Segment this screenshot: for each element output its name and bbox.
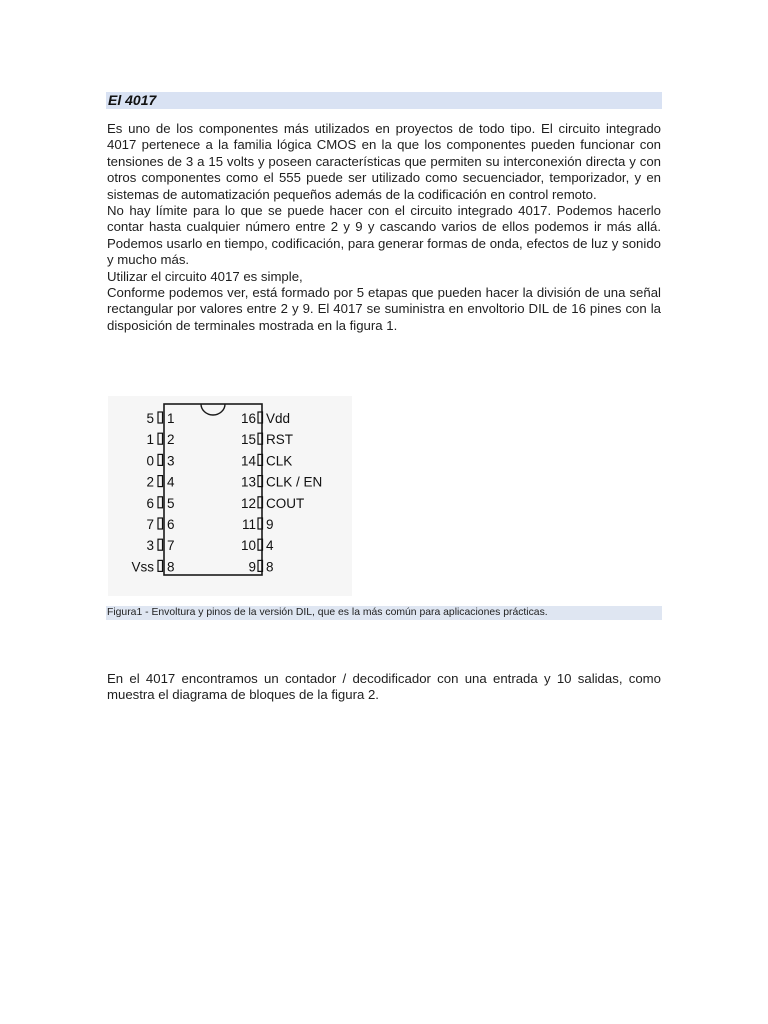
pin-label-left: 1 (146, 432, 154, 448)
pin-lead-left (158, 476, 163, 487)
pin-label-right: CLK / EN (266, 474, 323, 490)
pin-number-right: 14 (240, 453, 256, 469)
pin-number-left: 5 (167, 495, 175, 511)
section-heading: El 4017 (108, 92, 157, 108)
pin-label-right: CLK (266, 453, 293, 469)
heading-highlight (106, 92, 662, 109)
chip-pinout-diagram (108, 396, 352, 596)
pin-lead-left (158, 539, 163, 550)
pin-number-left: 8 (167, 559, 175, 575)
pin-number-right: 10 (240, 538, 256, 554)
pin-lead-left (158, 412, 163, 423)
intro-text (107, 121, 661, 334)
pin-number-right: 9 (248, 559, 256, 575)
paragraph: Es uno de los componentes más utilizados en proyectos de todo tipo. El circuito integrado 4017 pertenece a la familia lógica CMOS en la que los componentes pueden funcionar con tensiones de 3 a 15 volts y poseen características que permiten su interconexión directa y con otros componentes como el 555 puede ser utilizado como secuenciador, temporizador, y en sistemas de automatización pequeños además de la codificación en control remoto. (107, 121, 661, 202)
pin-number-left: 1 (167, 411, 175, 426)
pin-number-left: 7 (167, 538, 175, 554)
pin-number-left: 2 (167, 432, 175, 448)
pin-lead-left (158, 560, 163, 571)
dil-pinout-figure (108, 396, 352, 596)
pin-lead-left (158, 454, 163, 465)
pin-label-right: RST (266, 432, 293, 448)
pin-lead-left (158, 433, 163, 444)
pin-number-right: 13 (240, 474, 256, 490)
pin-label-right: 4 (266, 538, 274, 554)
pin-number-left: 3 (167, 453, 175, 469)
pin-label-right: 9 (266, 517, 274, 532)
paragraph: Conforme podemos ver, está formado por 5 etapas que pueden hacer la división de una señal rectangular por valores entre 2 y 9. El 4017 se suministra en envoltorio DIL de 16 pines con la disposición de terminales mostrada en la figura 1. (107, 285, 661, 333)
pin-label-right: 8 (266, 559, 274, 575)
paragraph: En el 4017 encontramos un contador / decodificador con una entrada y 10 salidas, como muestra el diagrama de bloques de la figura 2. (107, 671, 661, 703)
chip-notch (201, 404, 225, 415)
paragraph: Utilizar el circuito 4017 es simple, (107, 268, 303, 284)
pin-number-right: 16 (240, 411, 256, 426)
pin-label-left: 5 (146, 411, 154, 426)
pin-label-left: 3 (146, 538, 154, 554)
pin-label-left: 0 (146, 453, 154, 469)
pin-label-right: COUT (266, 495, 305, 511)
pin-label-left: 6 (146, 495, 154, 511)
pin-lead-left (158, 497, 163, 508)
pin-number-left: 4 (167, 474, 175, 490)
pin-label-left: 7 (146, 517, 154, 532)
pin-label-right: Vdd (266, 411, 291, 426)
outro-text (107, 671, 661, 704)
pin-number-right: 15 (240, 432, 256, 448)
figure-caption: Figura1 - Envoltura y pinos de la versión DIL, que es la más común para aplicaciones prácticas. (107, 607, 548, 618)
pin-label-left: 2 (146, 474, 154, 490)
pin-number-right: 11 (241, 517, 256, 532)
pin-number-right: 12 (240, 495, 256, 511)
pin-lead-left (158, 518, 163, 529)
paragraph: No hay límite para lo que se puede hacer con el circuito integrado 4017. Podemos hacerlo contar hasta cualquier número entre 2 y 9 y cascando varios de ellos podemos ir más allá. Podemos usarlo en tiempo, codificación, para generar formas de onda, efectos de luz y sonido y mucho más. (107, 203, 661, 268)
pin-number-left: 6 (167, 517, 175, 532)
pin-label-left: Vss (131, 559, 154, 575)
